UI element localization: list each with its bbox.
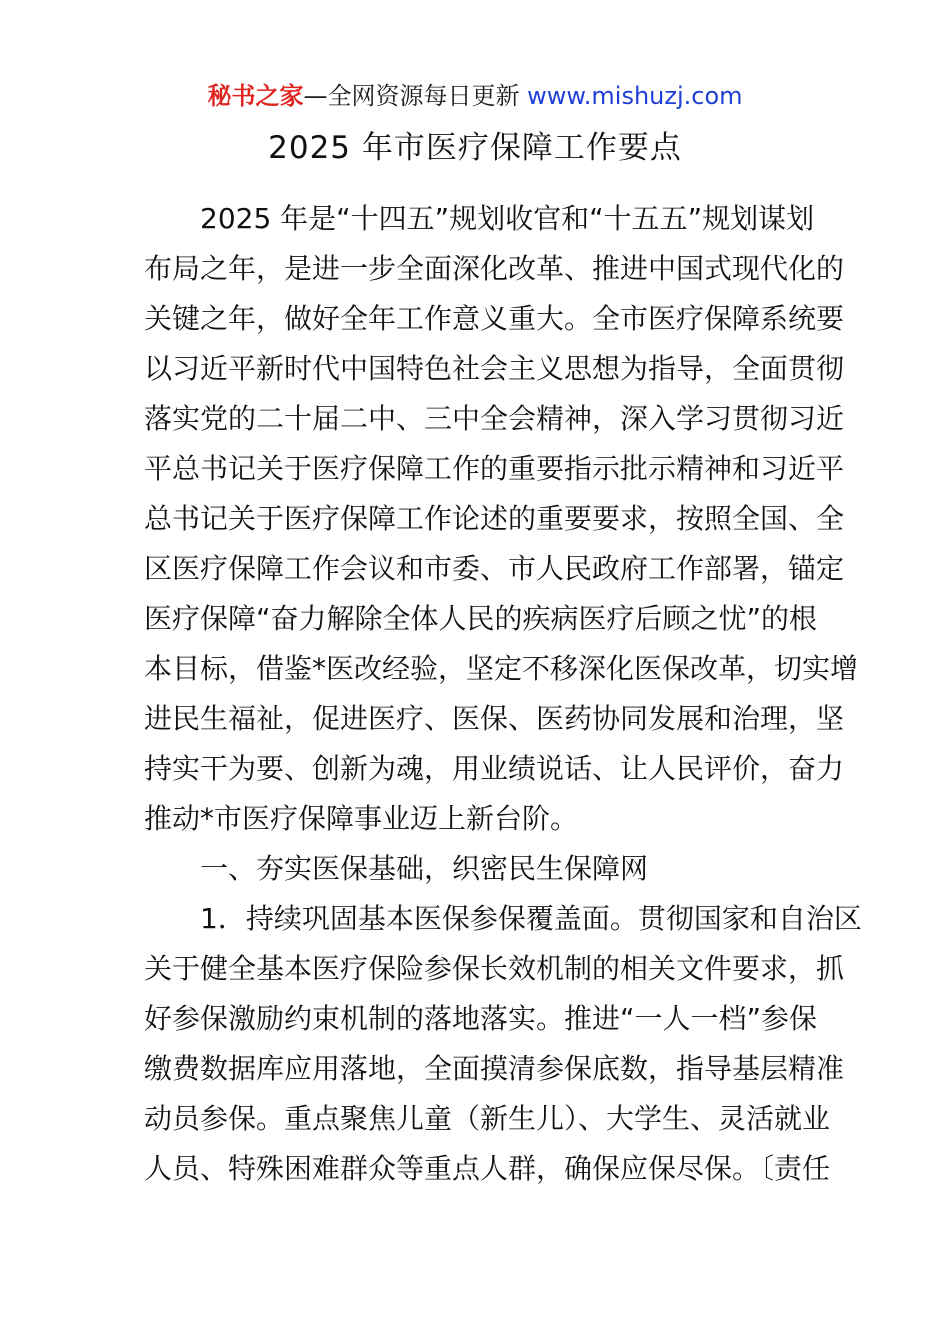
item-line: 好参保激励约束机制的落地落实。推进“一人一档”参保 bbox=[144, 1002, 818, 1035]
paragraph-line: 平总书记关于医疗保障工作的重要指示批示精神和习近平 bbox=[144, 452, 845, 485]
paragraph-line: 进民生福祉，促进医疗、医保、医药协同发展和治理，坚 bbox=[144, 702, 845, 735]
brand-name: 秘书之家 bbox=[207, 82, 304, 110]
paragraph-line: 落实党的二十届二中、三中全会精神，深入学习贯彻习近 bbox=[144, 402, 845, 435]
paragraph-line: 2025 年是“十四五”规划收官和“十五五”规划谋划 bbox=[200, 202, 815, 235]
paragraph-line: 本目标，借鉴*医改经验，坚定不移深化医保改革，切实增 bbox=[144, 652, 859, 685]
intro-paragraph bbox=[144, 194, 859, 844]
paragraph-line: 以习近平新时代中国特色社会主义思想为指导，全面贯彻 bbox=[144, 352, 845, 385]
item-paragraph bbox=[144, 894, 862, 1194]
document-title: 2025 年市医疗保障工作要点 bbox=[268, 130, 682, 166]
paragraph-line: 推动*市医疗保障事业迈上新台阶。 bbox=[144, 802, 579, 835]
item-line: 关于健全基本医疗保险参保长效机制的相关文件要求，抓 bbox=[144, 952, 845, 985]
section-heading: 一、夯实医保基础，织密民生保障网 bbox=[200, 852, 649, 885]
item-line: 动员参保。重点聚焦儿童（新生儿）、大学生、灵活就业 bbox=[144, 1102, 831, 1135]
header-banner bbox=[0, 80, 950, 112]
paragraph-line: 关键之年，做好全年工作意义重大。全市医疗保障系统要 bbox=[144, 302, 845, 335]
header-tagline: —全网资源每日更新 bbox=[303, 82, 520, 110]
paragraph-line: 持实干为要、创新为魂，用业绩说话、让人民评价，奋力 bbox=[144, 752, 845, 785]
paragraph-line: 区医疗保障工作会议和市委、市人民政府工作部署，锚定 bbox=[144, 552, 845, 585]
site-url-link[interactable]: www.mishuzj.com bbox=[527, 82, 743, 110]
paragraph-line: 布局之年，是进一步全面深化改革、推进中国式现代化的 bbox=[144, 252, 845, 285]
item-line: 人员、特殊困难群众等重点人群，确保应保尽保。〔责任 bbox=[144, 1152, 831, 1185]
item-line: 1．持续巩固基本医保参保覆盖面。贯彻国家和自治区 bbox=[200, 902, 862, 935]
body-text bbox=[144, 194, 862, 1194]
paragraph-line: 总书记关于医疗保障工作论述的重要要求，按照全国、全 bbox=[144, 502, 845, 535]
paragraph-line: 医疗保障“奋力解除全体人民的疾病医疗后顾之忧”的根 bbox=[144, 602, 818, 635]
item-line: 缴费数据库应用落地，全面摸清参保底数，指导基层精准 bbox=[144, 1052, 845, 1085]
